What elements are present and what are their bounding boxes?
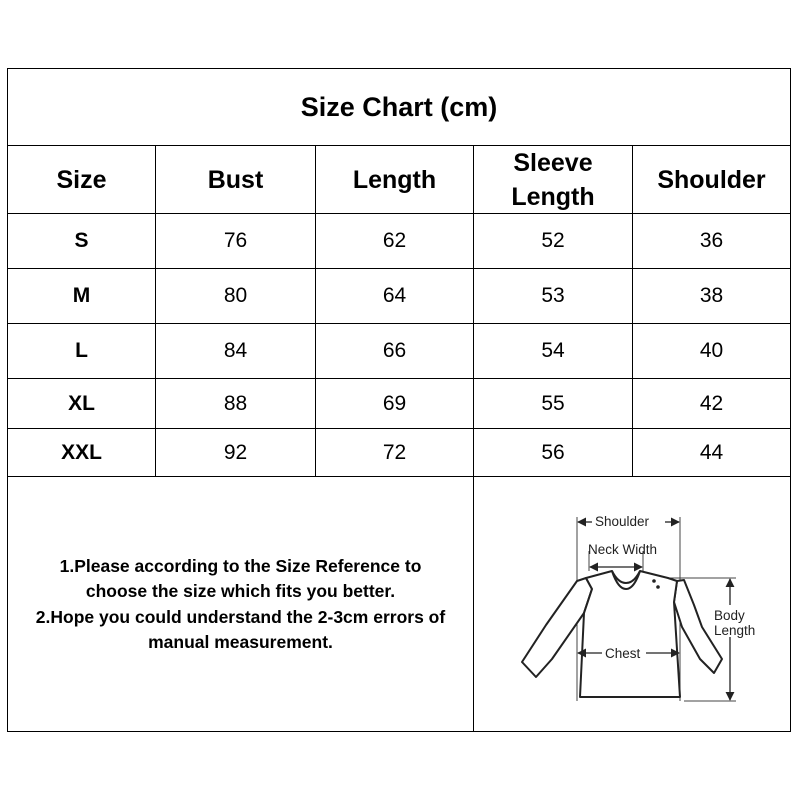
shoulder-cell: 42 (699, 391, 724, 415)
length-cell: 72 (382, 440, 407, 464)
note-line: choose the size which fits you better. (85, 581, 396, 601)
length-cell: 69 (382, 391, 407, 415)
length-cell: 66 (382, 339, 407, 362)
shoulder-cell: 40 (699, 339, 724, 362)
note-line: 1.Please according to the Size Reference to (59, 555, 422, 576)
sleeve-length-cell: 56 (541, 440, 565, 464)
size-chart-frame (7, 68, 791, 732)
length-cell: 62 (382, 229, 407, 252)
sleeve-length-cell: 52 (541, 229, 565, 252)
sleeve-length-cell: 54 (541, 339, 565, 362)
size-cell: XL (68, 391, 95, 415)
header-size: Size (56, 165, 107, 194)
size-cell: M (72, 284, 91, 307)
body-length-label: Length (714, 623, 756, 638)
bust-cell: 76 (223, 229, 248, 252)
size-cell: S (74, 229, 89, 252)
neck-width-label: Neck Width (588, 542, 658, 557)
size-cell: L (75, 339, 88, 362)
length-cell: 64 (382, 284, 407, 307)
button-icon (652, 579, 656, 583)
sleeve-length-cell: 53 (541, 284, 565, 307)
shirt-body (580, 571, 680, 697)
shoulder-cell: 38 (699, 284, 724, 307)
header-length: Length (352, 165, 437, 194)
shirt-icon (522, 571, 722, 697)
shoulder-cell: 44 (699, 440, 724, 464)
button-icon (656, 585, 660, 589)
size-cell: XXL (61, 440, 102, 464)
header-bust: Bust (207, 165, 264, 194)
bust-cell: 92 (223, 440, 248, 464)
note-line: 2.Hope you could understand the 2-3cm errors of (35, 606, 446, 627)
bust-cell: 84 (223, 339, 248, 362)
body-length-label: Body (714, 608, 745, 623)
note-line: manual measurement. (148, 632, 333, 652)
shoulder-cell: 36 (699, 229, 724, 252)
chest-label: Chest (605, 646, 641, 661)
shoulder-label: Shoulder (595, 514, 650, 529)
bust-cell: 88 (223, 391, 248, 415)
header-sleeve-length: Sleeve Length (511, 148, 595, 211)
header-shoulder: Shoulder (657, 165, 766, 194)
chart-title: Size Chart (cm) (300, 91, 498, 122)
bust-cell: 80 (223, 284, 248, 307)
sleeve-length-cell: 55 (541, 391, 565, 415)
measurement-notes (8, 477, 473, 732)
garment-measurement-diagram (474, 477, 790, 732)
